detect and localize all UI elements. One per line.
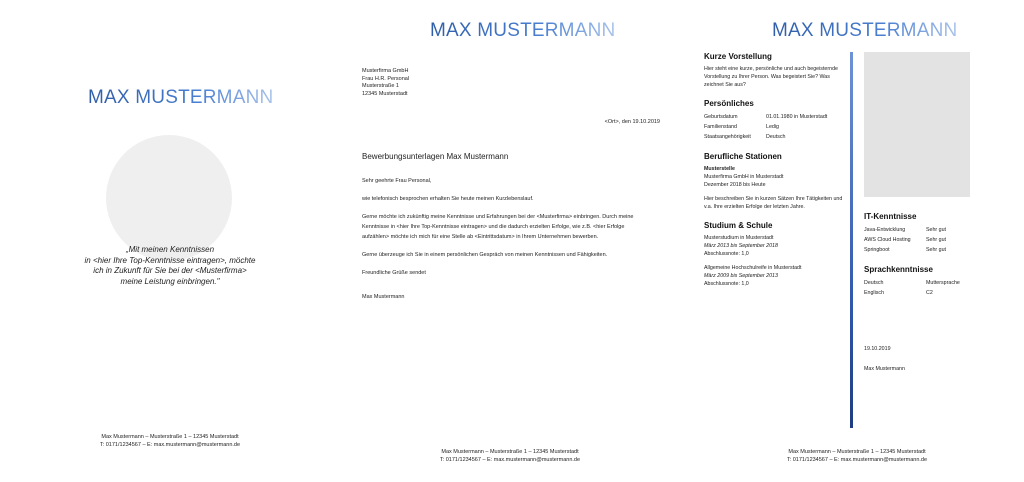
edu-period: März 2009 bis September 2013 (704, 273, 778, 279)
edu-name: Musterstudium in Musterstadt (704, 235, 774, 241)
letter-paragraph: Gerne möchte ich zukünftig meine Kenntnisse und Erfahrungen bei der <Musterfirma> einbringen. Durch meine Kenntnisse in <hier Ihre Top-Kenntnisse eintragen> und die dadurch erzielten Erfolge, wie z.B. <hier Erfolge aufzählen> möchte ich mich für eine Stelle ab <Eintrittsdatum> in Ihrem Unternehmen bewerben. (362, 214, 634, 240)
personal-value: Deutsch (766, 134, 786, 140)
section-title: Studium & Schule (704, 221, 773, 230)
personal-row (704, 122, 844, 132)
skill-row (864, 235, 1004, 245)
quote-line: ich in Zukunft für Sie bei der <Musterfirma> (93, 266, 247, 275)
quote-line: in <hier Ihre Top-Kenntnisse eintragen>, möchte (84, 255, 256, 265)
cv-page (682, 0, 1024, 482)
career-period: Dezember 2018 bis Heute (704, 182, 766, 188)
section-education (704, 221, 844, 288)
language-name: Deutsch (864, 280, 884, 286)
footer-contact: T: 0171/1234567 – E: max.mustermann@mustermann.de (439, 457, 581, 463)
letter-salutation: Sehr geehrte Frau Personal, (362, 178, 432, 184)
letter-body (362, 176, 652, 310)
address-line: 12345 Musterstadt (362, 90, 408, 97)
skill-name: Java-Entwicklung (864, 227, 906, 233)
language-row (864, 288, 1004, 298)
language-level: Muttersprache (926, 280, 960, 286)
letter-footer (400, 448, 620, 464)
skill-level: Sehr gut (926, 227, 947, 233)
language-level: C2 (926, 290, 933, 296)
personal-key: Geburtsdatum (704, 114, 738, 120)
skill-name: AWS Cloud Hosting (864, 237, 911, 243)
career-company: Musterfirma GmbH in Musterstadt (704, 174, 784, 180)
address-line: Frau H.R. Personal (362, 75, 410, 82)
skill-level: Sehr gut (926, 247, 947, 253)
quote-line: meine Leistung einbringen." (120, 276, 220, 286)
personal-value: Ledig (766, 124, 779, 130)
section-title: Sprachkenntnisse (864, 265, 933, 274)
section-title: Persönliches (704, 99, 754, 108)
photo-placeholder-circle (106, 135, 232, 261)
cover-footer (60, 433, 280, 449)
cv-right-column (864, 212, 1004, 308)
cv-left-column (704, 52, 844, 298)
edu-grade: Abschlussnote: 1,0 (704, 281, 749, 287)
letter-paragraph: wie telefonisch besprochen erhalten Sie heute meinen Kurzlebenslauf. (362, 196, 534, 202)
footer-address: Max Mustermann – Musterstraße 1 – 12345 Musterstadt (101, 434, 239, 440)
letter-date: <Ort>, den 19.10.2019 (604, 119, 660, 125)
personal-key: Familienstand (704, 124, 737, 130)
edu-grade: Abschlussnote: 1,0 (704, 251, 749, 257)
photo-placeholder-box (864, 52, 970, 197)
cover-page (0, 0, 340, 482)
section-career (704, 152, 844, 211)
section-languages (864, 265, 1004, 298)
section-it-skills (864, 212, 1004, 255)
cv-date: 19.10.2019 (864, 346, 891, 352)
column-divider (850, 52, 853, 428)
personal-row (704, 112, 844, 122)
footer-contact: T: 0171/1234567 – E: max.mustermann@mustermann.de (99, 442, 241, 448)
career-description: Hier beschreiben Sie in kurzen Sätzen Ihre Tätigkeiten und v.a. Ihre erzielten Erfolge der letzten Jahre. (704, 196, 843, 210)
career-role: Musterstelle (704, 166, 735, 172)
letter-name-title: MAX MUSTERMANN (430, 20, 616, 41)
quote-line: „Mit meinen Kenntnissen (125, 245, 215, 254)
letter-page (340, 0, 682, 482)
personal-value: 01.01.1980 in Musterstadt (766, 114, 828, 120)
section-title: Berufliche Stationen (704, 152, 782, 161)
edu-name: Allgemeine Hochschulreife in Musterstadt (704, 265, 802, 271)
skill-row (864, 245, 1004, 255)
edu-period: März 2013 bis September 2018 (704, 243, 778, 249)
section-title: Kurze Vorstellung (704, 52, 772, 61)
letter-signature: Max Mustermann (362, 294, 405, 300)
cv-footer (747, 448, 967, 464)
letter-subject: Bewerbungsunterlagen Max Mustermann (362, 152, 509, 161)
address-line: Musterfirma GmbH (362, 68, 409, 74)
personal-key: Staatsangehörigkeit (704, 134, 751, 140)
intro-text: Hier steht eine kurze, persönliche und auch begeisternde Vorstellung zu Ihrer Person. Was begeistert Sie? Was zeichnet Sie aus? (704, 66, 838, 88)
letter-closing: Freundliche Grüße sendet (362, 270, 426, 276)
section-title: IT-Kenntnisse (864, 212, 917, 221)
skill-level: Sehr gut (926, 237, 947, 243)
footer-address: Max Mustermann – Musterstraße 1 – 12345 Musterstadt (788, 449, 926, 455)
footer-contact: T: 0171/1234567 – E: max.mustermann@mustermann.de (786, 457, 928, 463)
language-name: Englisch (864, 290, 885, 296)
address-line: Musterstraße 1 (362, 83, 399, 89)
section-intro (704, 52, 844, 89)
cv-signature: Max Mustermann (864, 366, 905, 372)
skill-name: Springboot (864, 247, 890, 253)
section-personal (704, 99, 844, 142)
language-row (864, 278, 1004, 288)
personal-row (704, 132, 844, 142)
recipient-address (362, 68, 409, 98)
cover-quote (60, 245, 280, 287)
cv-name-title: MAX MUSTERMANN (772, 20, 958, 41)
letter-paragraph: Gerne überzeuge ich Sie in einem persönlichen Gespräch von meinen Kenntnissen und Fähigkeiten. (362, 252, 608, 258)
footer-address: Max Mustermann – Musterstraße 1 – 12345 Musterstadt (441, 449, 579, 455)
cover-name-title: MAX MUSTERMANN (88, 87, 274, 108)
skill-row (864, 225, 1004, 235)
